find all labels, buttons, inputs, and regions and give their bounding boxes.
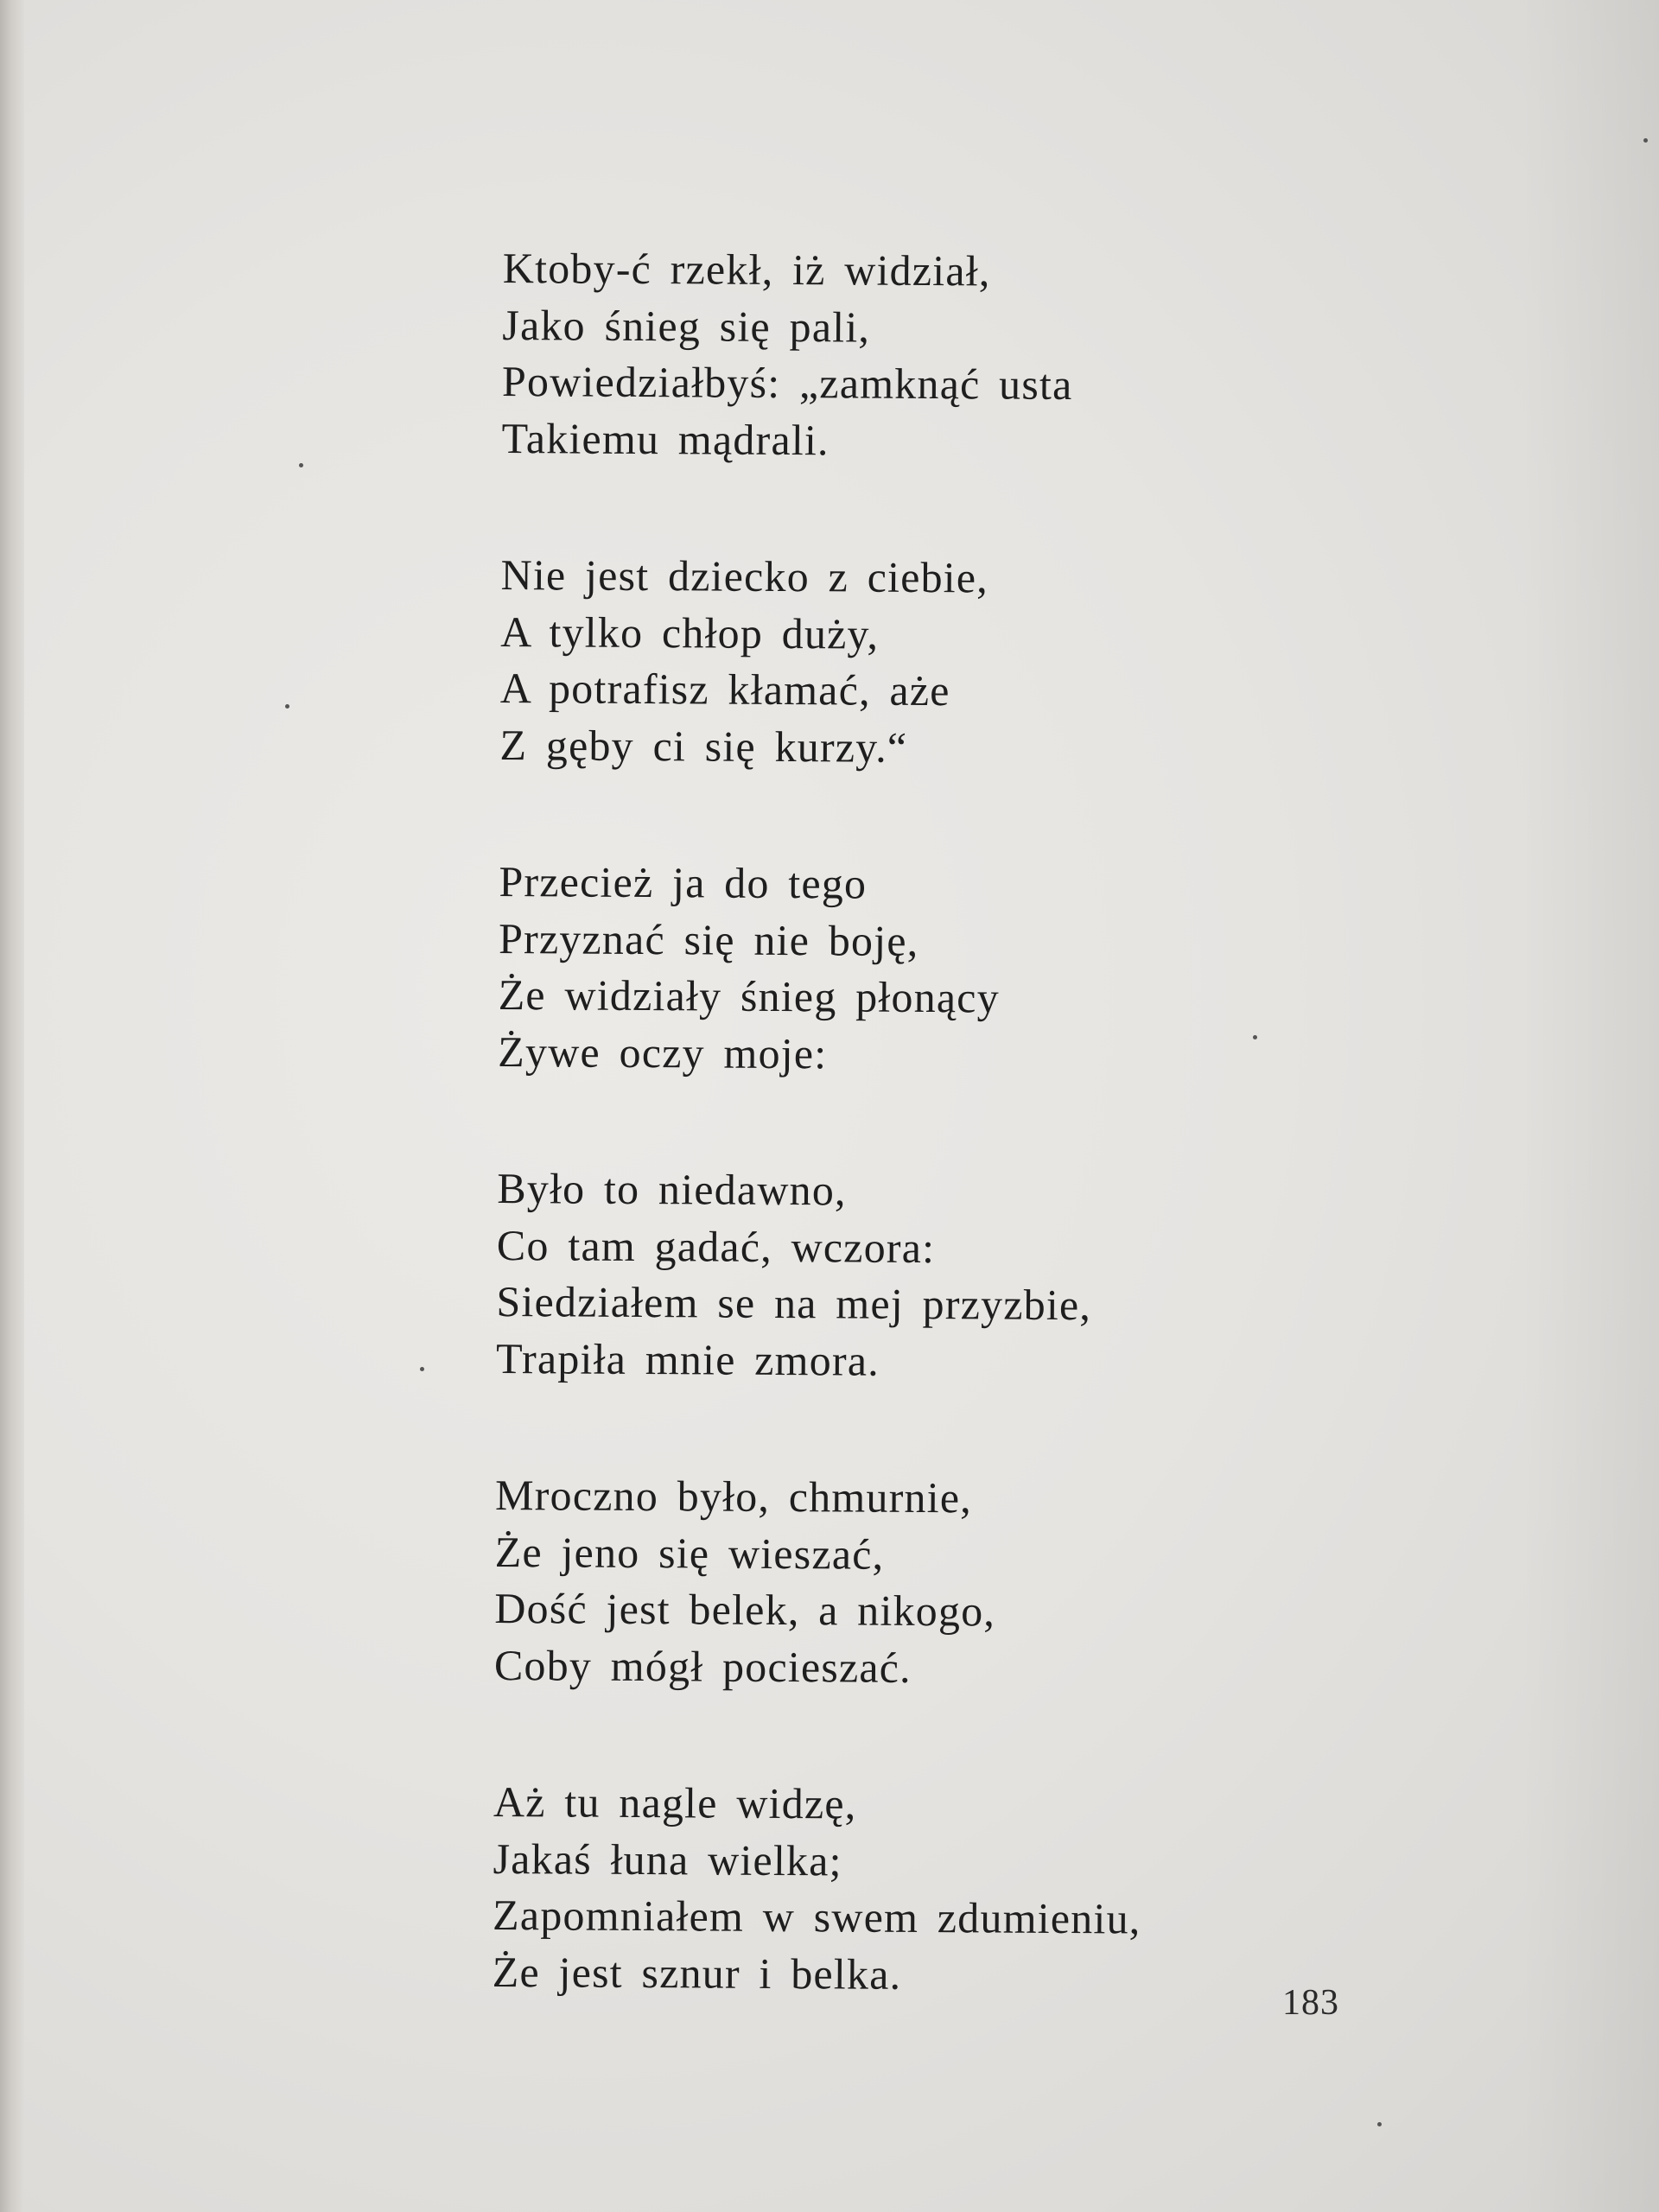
poem-line: Jakaś łuna wielka; (493, 1834, 842, 1885)
poem-line: Coby mógł pocieszać. (493, 1640, 912, 1692)
book-spine (0, 0, 24, 2212)
poem-line: Zapomniałem w swem zdumieniu, (492, 1890, 1141, 1943)
poem-line: Powiedziałbyś: „zamknąć usta (501, 356, 1073, 410)
poem-line: Trapiła mnie zmora. (495, 1333, 880, 1385)
poem (493, 240, 1229, 2005)
poem-line: Takiemu mądrali. (501, 413, 830, 464)
paper-speck (1643, 138, 1648, 143)
poem-line: A potrafisz kłamać, aże (499, 663, 950, 715)
poem-line: Przyznać się nie boję, (498, 913, 919, 965)
stanza (493, 1774, 1220, 2005)
poem-line: Że jeno się wieszać, (494, 1527, 885, 1579)
poem-line: Było to niedawno, (497, 1163, 847, 1215)
poem-line: Co tam gadać, wczora: (496, 1220, 936, 1272)
page-number: 183 (1282, 1983, 1339, 2023)
poem-line: Nie jest dziecko z ciebie, (500, 550, 989, 602)
poem-line: Że jest sznur i belka. (492, 1947, 902, 1999)
poem-line: Mroczno było, chmurnie, (494, 1470, 973, 1522)
page-shadow (1521, 0, 1659, 2212)
poem-line: Aż tu nagle widzę, (493, 1777, 857, 1828)
poem-line: Ktoby-ć rzekł, iż widział, (502, 243, 991, 296)
stanza (499, 547, 1227, 778)
poem-line: Jako śnieg się pali, (502, 300, 871, 352)
poem-line: Żywe oczy moje: (498, 1027, 828, 1077)
paper-speck (420, 1367, 424, 1371)
paper-speck (285, 704, 289, 709)
poem-line: Dość jest belek, a nikogo, (494, 1583, 996, 1636)
paper-speck (1377, 2122, 1382, 2126)
stanza (496, 1160, 1224, 1391)
poem-line: Przecież ja do tego (499, 856, 868, 908)
stanza (498, 854, 1225, 1084)
paper-speck (1253, 1035, 1257, 1039)
poem-line: A tylko chłop duży, (500, 607, 880, 658)
paper-speck (299, 463, 303, 467)
poem-line: Siedziałem se na mej przyzbie, (496, 1276, 1092, 1330)
stanza (494, 1467, 1222, 1698)
poem-line: Z gęby ci się kurzy.“ (499, 720, 908, 772)
stanza (501, 240, 1229, 471)
poem-line: Że widziały śnieg płonący (498, 969, 1001, 1022)
